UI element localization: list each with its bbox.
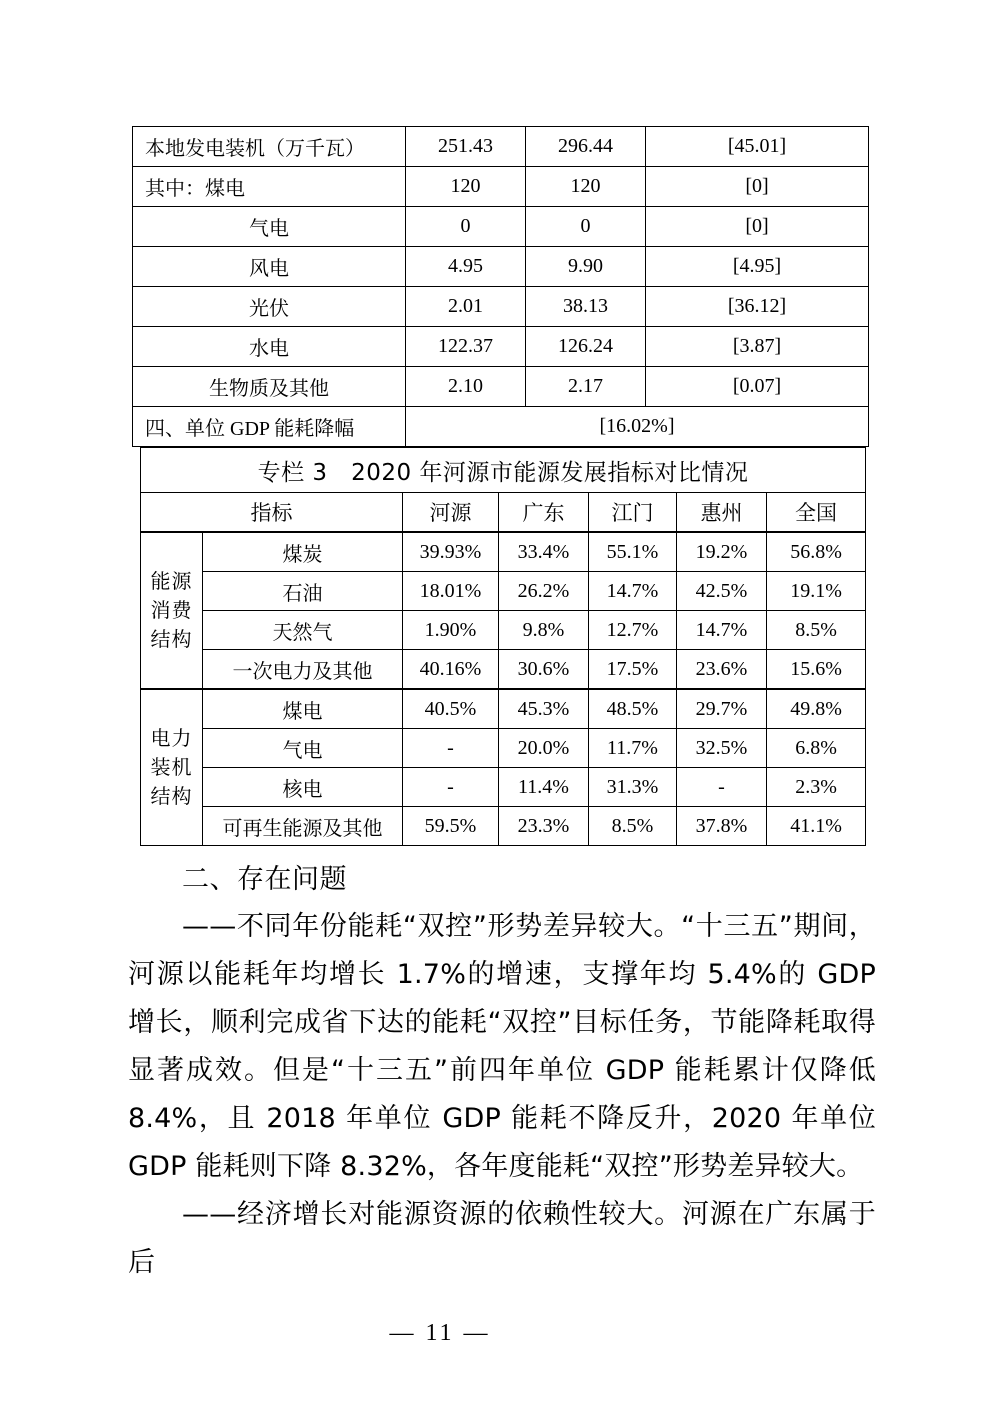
row-value-c3: [0]: [646, 207, 869, 247]
table-row: [133, 367, 869, 407]
cell-national: 56.8%: [767, 532, 866, 572]
paragraph-2: ——经济增长对能源资源的依赖性较大。河源在广东属于后: [128, 1199, 876, 1278]
row-value-merged: [16.02%]: [406, 407, 869, 447]
cell-national: 41.1%: [767, 807, 866, 846]
row-label: 一次电力及其他: [203, 650, 403, 690]
row-label: 水电: [133, 327, 406, 367]
cell-heyuan: 18.01%: [403, 572, 499, 611]
body-text-block: [128, 856, 876, 1287]
row-label: 气电: [133, 207, 406, 247]
table2-body: [141, 448, 866, 846]
table-row: [141, 689, 866, 729]
row-label: 本地发电装机（万千瓦）: [133, 127, 406, 167]
cell-guangdong: 11.4%: [499, 768, 589, 807]
row-value-c2: 126.24: [526, 327, 646, 367]
cell-jiangmen: 31.3%: [589, 768, 677, 807]
cell-guangdong: 23.3%: [499, 807, 589, 846]
row-value-c2: 120: [526, 167, 646, 207]
row-value-c2: 9.90: [526, 247, 646, 287]
cell-national: 8.5%: [767, 611, 866, 650]
cell-huizhou: 14.7%: [677, 611, 767, 650]
row-value-c1: 0: [406, 207, 526, 247]
column-header-guangdong: 广东: [499, 493, 589, 533]
row-value-c2: 296.44: [526, 127, 646, 167]
page-number: — 11 —: [389, 1320, 491, 1346]
cell-jiangmen: 17.5%: [589, 650, 677, 690]
column-header-huizhou: 惠州: [677, 493, 767, 533]
table-row: [141, 650, 866, 690]
column-header-indicator: 指标: [141, 493, 403, 533]
row-value-c3: [45.01]: [646, 127, 869, 167]
cell-guangdong: 9.8%: [499, 611, 589, 650]
cell-huizhou: 29.7%: [677, 689, 767, 729]
paragraph-1: ——不同年份能耗“双控”形势差异较大。“十三五”期间，河源以能耗年均增长 1.7%的增速，支撑年均 5.4%的 GDP 增长，顺利完成省下达的能耗“双控”目标任务，节能降耗取得显著成效。但是“十三五”前四年单位 GDP 能耗累计仅降低 8.4%，且 2018 年单位 GDP 能耗不降反升，2020 年单位 GDP 能耗则下降 8.32%，各年度能耗“双控”形势差异较大。: [128, 911, 876, 1182]
table-row: [141, 572, 866, 611]
table-row: [141, 768, 866, 807]
row-value-c1: 2.01: [406, 287, 526, 327]
column-header-jiangmen: 江门: [589, 493, 677, 533]
table-row: [133, 127, 869, 167]
row-label: 煤电: [203, 689, 403, 729]
table2-header-row: [141, 493, 866, 533]
cell-heyuan: 39.93%: [403, 532, 499, 572]
row-label: 气电: [203, 729, 403, 768]
table-row: [133, 167, 869, 207]
cell-huizhou: 32.5%: [677, 729, 767, 768]
cell-heyuan: -: [403, 729, 499, 768]
cell-heyuan: -: [403, 768, 499, 807]
cell-huizhou: 19.2%: [677, 532, 767, 572]
cell-national: 49.8%: [767, 689, 866, 729]
row-label: 生物质及其他: [133, 367, 406, 407]
table-row: [133, 287, 869, 327]
row-value-c1: 122.37: [406, 327, 526, 367]
cell-huizhou: -: [677, 768, 767, 807]
table-row: [133, 207, 869, 247]
row-label: 四、单位 GDP 能耗降幅: [133, 407, 406, 447]
cell-huizhou: 37.8%: [677, 807, 767, 846]
cell-jiangmen: 55.1%: [589, 532, 677, 572]
cell-heyuan: 1.90%: [403, 611, 499, 650]
table-row: [141, 611, 866, 650]
cell-guangdong: 26.2%: [499, 572, 589, 611]
cell-national: 6.8%: [767, 729, 866, 768]
cell-jiangmen: 12.7%: [589, 611, 677, 650]
row-value-c3: [0.07]: [646, 367, 869, 407]
row-value-c2: 38.13: [526, 287, 646, 327]
table-row: [141, 729, 866, 768]
group-label-power-capacity: 电力 装机 结构: [141, 689, 203, 846]
row-value-c1: 120: [406, 167, 526, 207]
cell-jiangmen: 11.7%: [589, 729, 677, 768]
row-value-c3: [0]: [646, 167, 869, 207]
cell-huizhou: 23.6%: [677, 650, 767, 690]
table-row-gdp-intensity: [133, 407, 869, 447]
cell-guangdong: 20.0%: [499, 729, 589, 768]
row-value-c1: 251.43: [406, 127, 526, 167]
row-value-c3: [36.12]: [646, 287, 869, 327]
cell-national: 19.1%: [767, 572, 866, 611]
row-label: 可再生能源及其他: [203, 807, 403, 846]
cell-huizhou: 42.5%: [677, 572, 767, 611]
row-value-c2: 0: [526, 207, 646, 247]
table1-body: [133, 127, 869, 447]
cell-guangdong: 33.4%: [499, 532, 589, 572]
row-label: 核电: [203, 768, 403, 807]
row-label: 其中：煤电: [133, 167, 406, 207]
row-label: 煤炭: [203, 532, 403, 572]
section-heading: 二、存在问题: [182, 864, 347, 895]
row-value-c3: [3.87]: [646, 327, 869, 367]
cell-guangdong: 30.6%: [499, 650, 589, 690]
cell-heyuan: 40.5%: [403, 689, 499, 729]
row-value-c1: 4.95: [406, 247, 526, 287]
row-label: 光伏: [133, 287, 406, 327]
cell-national: 2.3%: [767, 768, 866, 807]
row-value-c2: 2.17: [526, 367, 646, 407]
group-label-energy-consumption: 能源 消费 结构: [141, 532, 203, 689]
cell-heyuan: 59.5%: [403, 807, 499, 846]
row-label: 风电: [133, 247, 406, 287]
column-header-heyuan: 河源: [403, 493, 499, 533]
cell-national: 15.6%: [767, 650, 866, 690]
table-row: [141, 532, 866, 572]
energy-indicator-table-continued: [132, 126, 869, 447]
row-label: 天然气: [203, 611, 403, 650]
energy-comparison-table: [140, 447, 866, 846]
cell-guangdong: 45.3%: [499, 689, 589, 729]
cell-jiangmen: 8.5%: [589, 807, 677, 846]
table2-title-row: [141, 448, 866, 493]
table-row: [133, 327, 869, 367]
row-value-c3: [4.95]: [646, 247, 869, 287]
table-row: [141, 807, 866, 846]
row-label: 石油: [203, 572, 403, 611]
cell-heyuan: 40.16%: [403, 650, 499, 690]
cell-jiangmen: 14.7%: [589, 572, 677, 611]
table-row: [133, 247, 869, 287]
cell-jiangmen: 48.5%: [589, 689, 677, 729]
column-header-national: 全国: [767, 493, 866, 533]
row-value-c1: 2.10: [406, 367, 526, 407]
table-title: 专栏 3 2020 年河源市能源发展指标对比情况: [141, 448, 866, 493]
